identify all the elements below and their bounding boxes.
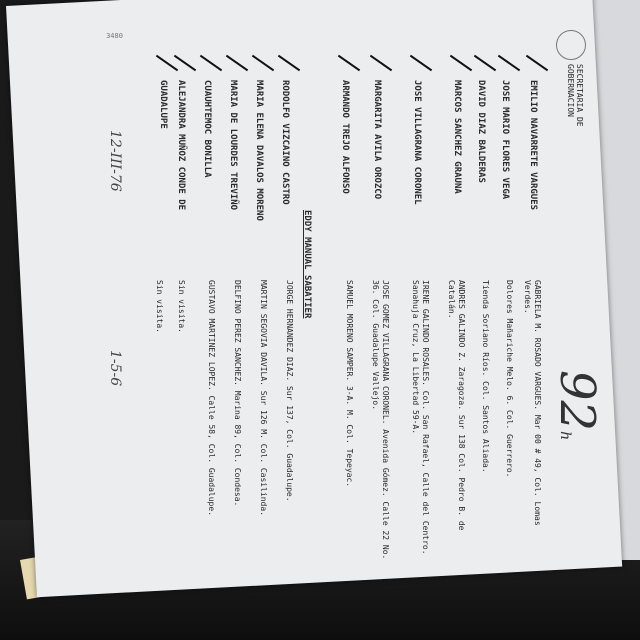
page-number-suffix: h [557, 431, 573, 441]
entry-detail: DELFINO PEREZ SANCHEZ. Marina 89, Col. Condesa. [233, 280, 242, 507]
checkmark-icon [498, 55, 520, 72]
entry-detail: JORGE HERNANDEZ DIAZ. Sur 137, Col. Guadalupe. [285, 280, 294, 502]
checkmark-icon [370, 55, 392, 72]
entry-detail: ANDRES GALINDO Z. Zaragoza. Sur 138 Col. Pedro B. de Catalán. [447, 280, 466, 531]
checkmark-icon [200, 55, 222, 72]
section-heading: EDDY MANUAL SABATIER [302, 210, 312, 319]
checkmark-icon [338, 55, 360, 72]
entry-detail: Tienda Soriano Ríos. Col. Santos Aliada. [481, 280, 490, 473]
entry-detail: Sin visita. [177, 280, 186, 333]
agency-header: SECRETARIA DE GOBERNACION [566, 64, 584, 127]
entry-name: GUADALUPE [158, 80, 168, 129]
entry-detail: Sin visita. [155, 280, 164, 333]
entry-detail: Dolores Mañariche Melo. 6. Col. Guerrero. [505, 280, 514, 478]
entry-name: RODOLFO VIZCAINO CASTRO [280, 80, 290, 205]
entry-name: JOSE VILLAGRANA CORONEL [412, 80, 422, 205]
entry-detail: JOSE GOMEZ VILLAGRANA CORONEL. Avenida Gómez. Calle 22 No. 36. Col. Guadalupe Vallejo. [371, 280, 390, 560]
checkmark-icon [226, 55, 248, 72]
checkmark-icon [474, 55, 496, 72]
entry-detail: GUSTAVO MARTINEZ LOPEZ. Calle 58, Col. Guadalupe. [207, 280, 216, 517]
entry-name: EMILIO NAVARRETE VARGUES [528, 80, 538, 211]
entry-name: DAVID DIAZ BALDERAS [476, 80, 486, 183]
entry-name: MARGARITA AVILA OROZCO [372, 80, 382, 200]
document-text-layer [50, 20, 605, 580]
entry-name: CUAUHTEMOC BONILLA [202, 80, 212, 178]
entry-detail: SAMUEL MORENO SAMPER. 3-A. M. Col. Tepeyac. [345, 280, 354, 488]
entry-name: ARMANDO TREJO ALFONSO [340, 80, 350, 194]
checkmark-icon [410, 55, 432, 72]
checkmark-icon [252, 55, 274, 72]
entry-name: ALEJANDRA MUÑOZ CONDE DE [176, 80, 186, 211]
government-seal-icon [556, 30, 586, 60]
page-number-value: 92 [549, 370, 605, 432]
entry-detail: MARTIN SEGOVIA DAVILA. Sur 126 M. Col. Casilinda. [259, 280, 268, 517]
entry-name: MARCOS SANCHEZ GRAUNA [452, 80, 462, 194]
entry-name: MARIA DE LOURDES TREVIÑO [228, 80, 238, 211]
checkmark-icon [278, 55, 300, 72]
checkmark-icon [450, 55, 472, 72]
entry-name: JOSE MARIO FLORES VEGA [500, 80, 510, 200]
entry-detail: GABRIELA M. ROSADO VARGUES. Mar 00 # 49, Col. Lomas Verdes. [523, 280, 542, 526]
checkmark-icon [526, 55, 548, 72]
handwritten-date: 1-5-6 [107, 350, 123, 387]
page-number [549, 370, 605, 441]
entry-name: MARIA ELENA DAVALOS MORENO [254, 80, 264, 221]
entry-detail: IRENE GALINDO ROSALES. Col. San Rafael, Calle del Centro. Sanahuja Cruz, La Libertad 59-A. [411, 280, 430, 555]
pencil-note: 3480 [106, 31, 123, 40]
handwritten-date: 12-III-76 [107, 130, 123, 192]
